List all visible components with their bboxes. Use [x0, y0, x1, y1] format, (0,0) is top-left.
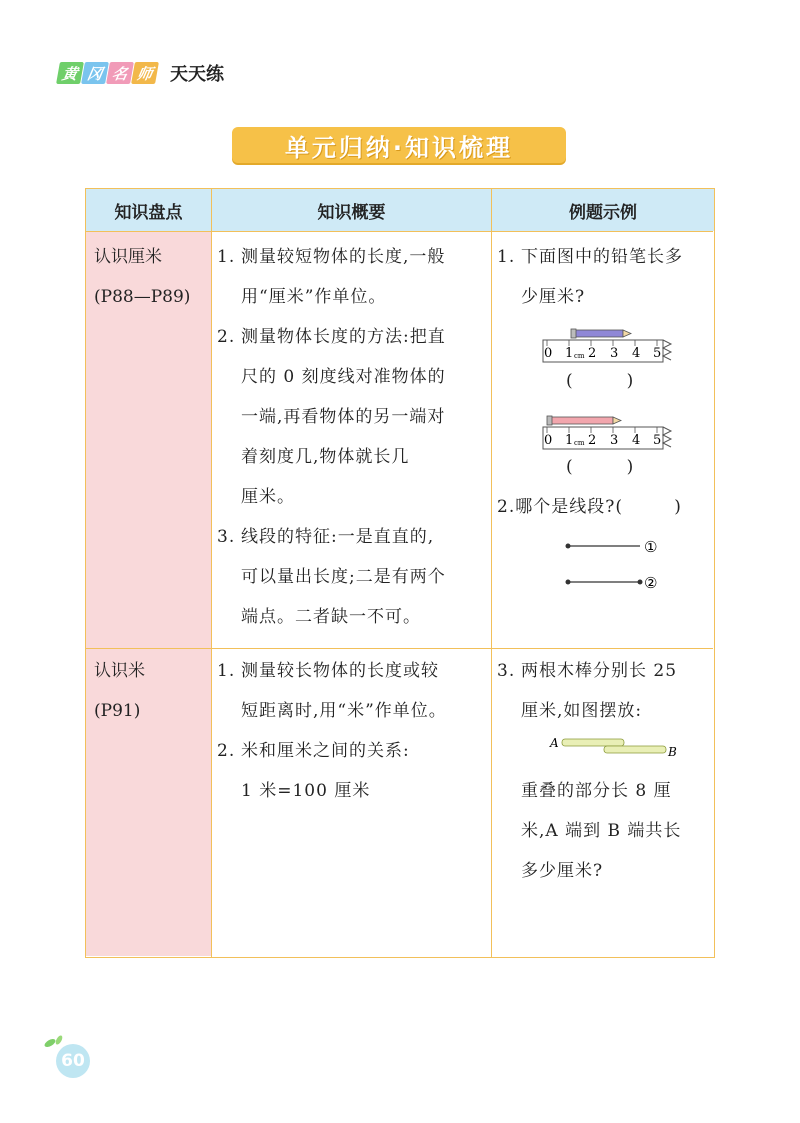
brand-char-4: 师 [131, 62, 159, 84]
example-question-1 [497, 237, 709, 317]
point-number: 1. [217, 247, 236, 267]
example-cell-2 [497, 651, 709, 891]
point-number: 2. [217, 741, 236, 761]
answer-blank-1[interactable]: ( ) [566, 371, 634, 391]
point-line: 1 米=100 厘米 [241, 781, 371, 801]
section-title: 单元归纳·知识梳理 [284, 133, 514, 162]
ruler-label: 2 [588, 433, 597, 448]
ruler-unit: cm [574, 352, 585, 360]
summary-cell-2 [217, 651, 487, 811]
point-line: 米和厘米之间的关系: [241, 741, 410, 761]
example-question-2: 2.哪个是线段?( ) [497, 497, 682, 517]
ruler-label: 0 [544, 346, 553, 361]
summary-point [217, 237, 487, 317]
stick-2 [604, 746, 666, 753]
brand-char-2: 冈 [81, 62, 109, 84]
topic-cell-2 [94, 651, 209, 731]
stick-end-label-a: A [550, 736, 559, 750]
pencil-tip [613, 417, 621, 424]
ruler-label: 1 [565, 433, 574, 448]
segment-endpoint [638, 580, 643, 585]
question-line: 少厘米? [521, 287, 586, 307]
point-line: 短距离时,用“米”作单位。 [241, 701, 447, 721]
point-line: 厘米。 [241, 487, 295, 507]
ruler-body [543, 427, 663, 449]
ruler-label: 3 [610, 433, 619, 448]
stick-end-label-b: B [668, 745, 677, 759]
ruler-unit: cm [574, 439, 585, 447]
brand-text: 天天练 [170, 64, 224, 85]
ruler-label: 0 [544, 433, 553, 448]
point-number: 2. [217, 327, 236, 347]
ruler-label: 1 [565, 346, 574, 361]
col-divider [211, 231, 212, 957]
ruler-label: 4 [632, 346, 641, 361]
header-topic: 知识盘点 [86, 189, 211, 231]
question-line: 米,A 端到 B 端共长 [521, 821, 682, 841]
question-line: 两根木棒分别长 25 [521, 661, 678, 681]
point-line: 端点。二者缺一不可。 [241, 607, 421, 627]
summary-cell-1 [217, 237, 487, 637]
ruler-break [663, 427, 671, 447]
point-line: 测量物体长度的方法:把直 [241, 327, 446, 347]
pencil-end [571, 329, 576, 338]
ruler-label: 3 [610, 346, 619, 361]
pencil-tip [623, 330, 631, 337]
example-cell-1 [497, 237, 709, 317]
page-number: 60 [56, 1044, 90, 1078]
ruler-body [543, 340, 663, 362]
segment-label: ② [644, 574, 658, 589]
point-number: 3. [217, 527, 236, 547]
segment-figure [564, 534, 674, 589]
point-line: 测量较长物体的长度或较 [241, 661, 439, 681]
point-line: 测量较短物体的长度,一般 [241, 247, 446, 267]
answer-blank-2[interactable]: ( ) [566, 457, 634, 477]
point-line: 着刻度几,物体就长几 [241, 447, 410, 467]
summary-point [217, 651, 487, 731]
sticks-figure [548, 734, 678, 762]
question-number: 3. [497, 661, 516, 681]
brand-char-1: 黄 [56, 62, 84, 84]
segment-label: ① [644, 538, 658, 556]
pencil-body [573, 330, 623, 337]
ruler-pencil-figure-1 [541, 324, 681, 374]
knowledge-table [85, 188, 715, 958]
point-line: 用“厘米”作单位。 [241, 287, 387, 307]
question-line: 下面图中的铅笔长多 [521, 247, 683, 267]
topic-title: 认识厘米 [94, 247, 162, 267]
summary-point [217, 317, 487, 517]
question-line: 多少厘米? [521, 861, 604, 881]
ruler-label: 4 [632, 433, 641, 448]
section-title-banner [232, 127, 566, 163]
pencil-body [549, 417, 613, 424]
topic-cell-1 [94, 237, 209, 317]
topic-pages: (P91) [94, 701, 141, 721]
ruler-break [663, 340, 671, 360]
row-divider [86, 648, 713, 649]
stick-1 [562, 739, 624, 746]
point-line: 一端,再看物体的另一端对 [241, 407, 446, 427]
col-divider [491, 231, 492, 957]
summary-point [217, 731, 487, 811]
example-question-3 [497, 651, 709, 891]
brand-char-3: 名 [106, 62, 134, 84]
question-number: 1. [497, 247, 516, 267]
topic-pages: (P88—P89) [94, 287, 191, 307]
summary-point [217, 517, 487, 637]
point-number: 1. [217, 661, 236, 681]
pencil-end [547, 416, 552, 425]
point-line: 尺的 0 刻度线对准物体的 [241, 367, 446, 387]
ruler-label: 5 [653, 346, 662, 361]
ruler-pencil-figure-2 [541, 411, 681, 461]
question-line: 厘米,如图摆放: [521, 701, 643, 721]
point-line: 线段的特征:一是直直的, [241, 527, 435, 547]
header-examples: 例题示例 [491, 189, 714, 231]
header-summary: 知识概要 [211, 189, 491, 231]
question-line: 重叠的部分长 8 厘 [521, 781, 672, 801]
topic-title: 认识米 [94, 661, 145, 681]
ruler-label: 2 [588, 346, 597, 361]
row-divider [86, 231, 713, 232]
point-line: 可以量出长度;二是有两个 [241, 567, 446, 587]
ruler-label: 5 [653, 433, 662, 448]
brand-header [58, 60, 224, 86]
